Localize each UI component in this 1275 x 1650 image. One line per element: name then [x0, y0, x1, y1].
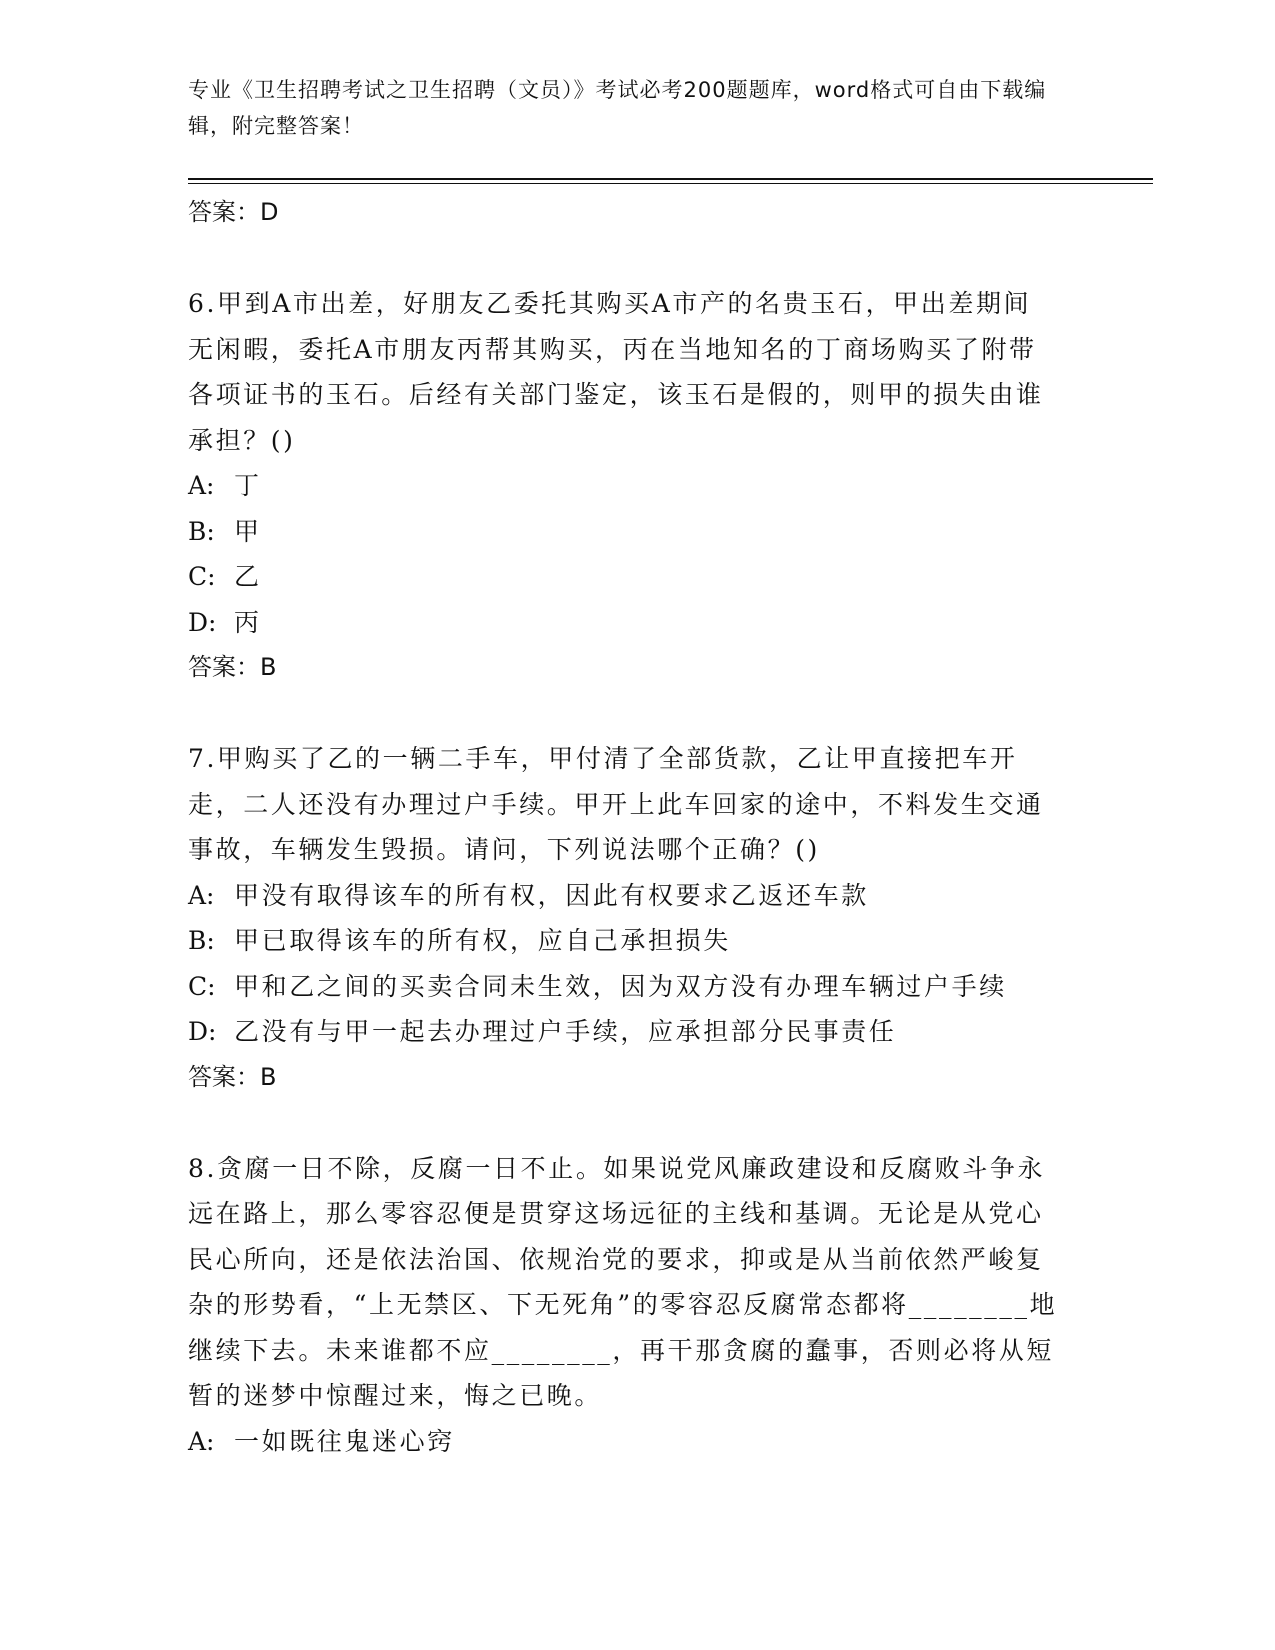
option-letter: B: — [188, 516, 215, 546]
option-d — [188, 600, 1058, 646]
question-8 — [188, 1146, 1058, 1465]
option-b — [188, 918, 1058, 964]
option-text: 乙没有与甲一起去办理过户手续，应承担部分民事责任 — [234, 1017, 897, 1046]
option-c — [188, 964, 1058, 1010]
option-letter: C: — [188, 971, 216, 1001]
question-text: 6.甲到A市出差，好朋友乙委托其购买A市产的名贵玉石，甲出差期间无闲暇，委托A市朋友丙帮其购买，丙在当地知名的丁商场购买了附带各项证书的玉石。后经有关部门鉴定，该玉石是假的，则甲的损失由谁承担？() — [188, 289, 1044, 455]
option-letter: D: — [188, 1017, 217, 1046]
answer-prev: 答案：D — [188, 198, 279, 226]
option-letter: C: — [188, 562, 216, 591]
question-6 — [188, 281, 1058, 689]
option-a — [188, 463, 1058, 509]
header-divider — [188, 178, 1153, 180]
document-body — [188, 190, 1058, 1464]
question-text: 7.甲购买了乙的一辆二手车，甲付清了全部货款，乙让甲直接把车开走，二人还没有办理过户手续。甲开上此车回家的途中，不料发生交通事故，车辆发生毁损。请问，下列说法哪个正确？() — [188, 744, 1044, 864]
header-divider-thin — [188, 183, 1153, 184]
option-text: 甲和乙之间的买卖合同未生效，因为双方没有办理车辆过户手续 — [234, 971, 1007, 1001]
question-text: 8.贪腐一日不除，反腐一日不止。如果说党风廉政建设和反腐败斗争永远在路上，那么零容忍便是贯穿这场远征的主线和基调。无论是从党心民心所向，还是依法治国、依规治党的要求，抑或是从当前依然严峻复杂的形势看，“上无禁区、下无死角”的零容忍反腐常态都将________地继续下去。未来谁都不应________，再干那贪腐的蠢事，否则必将从短暂的迷梦中惊醒过来，悔之已晚。 — [188, 1153, 1058, 1410]
option-letter: A: — [188, 471, 215, 500]
question-7 — [188, 736, 1058, 1099]
option-text: 甲已取得该车的所有权，应自己承担损失 — [234, 926, 731, 955]
option-a — [188, 1419, 1058, 1465]
option-letter: D: — [188, 607, 217, 637]
option-text: 乙 — [234, 562, 262, 591]
option-text: 一如既往鬼迷心窍 — [234, 1426, 455, 1456]
option-text: 甲没有取得该车的所有权，因此有权要求乙返还车款 — [234, 880, 869, 910]
option-c — [188, 554, 1058, 600]
option-b — [188, 509, 1058, 555]
option-letter: A: — [188, 880, 215, 910]
option-letter: A: — [188, 1426, 215, 1456]
document-header: 专业《卫生招聘考试之卫生招聘（文员）》考试必考200题题库，word格式可自由下载编辑，附完整答案！ — [188, 78, 1047, 138]
option-text: 丙 — [234, 607, 262, 637]
answer: 答案：B — [188, 1062, 277, 1091]
option-text: 丁 — [234, 471, 262, 500]
option-letter: B: — [188, 926, 215, 955]
option-d — [188, 1009, 1058, 1055]
answer: 答案：B — [188, 653, 277, 681]
option-text: 甲 — [234, 516, 262, 546]
option-a — [188, 873, 1058, 919]
